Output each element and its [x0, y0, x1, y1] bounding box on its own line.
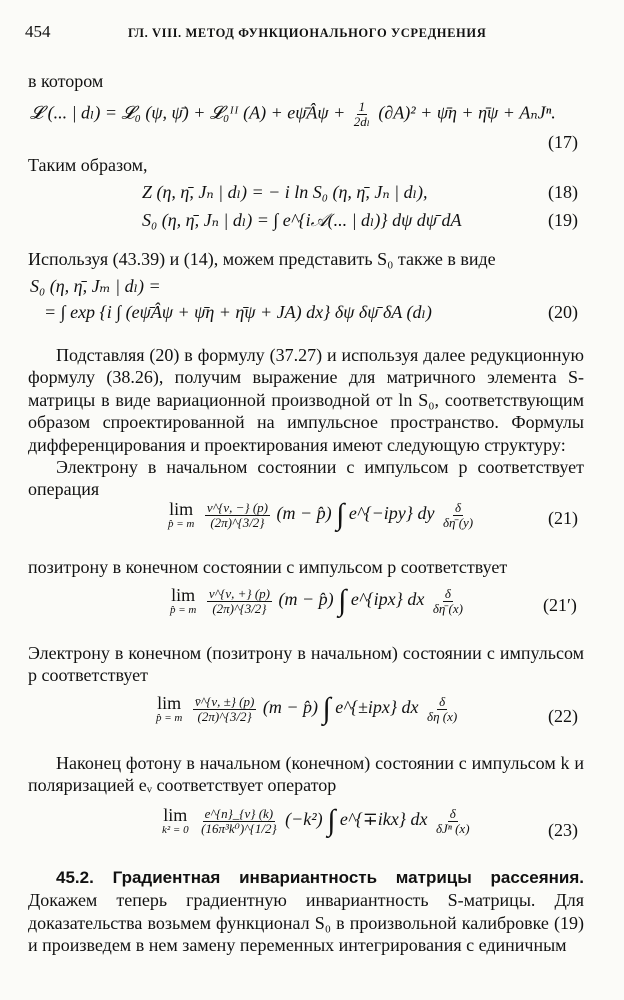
eq21-delta-num: δ [455, 499, 462, 515]
eq18-number: (18) [548, 182, 578, 202]
eq23-int-body: e^{∓ikx} dx [339, 809, 428, 830]
eq22-lim [156, 694, 182, 724]
equation-22 [156, 694, 461, 724]
section-text: Докажем теперь градиентную инвариантность S-матрицы. Для доказательства возьмем функционал S₀ в произвольной калибровке (19) и произведем в нем замену переменных интегрирования с единичным [28, 890, 584, 956]
eq23-delta-num: δ [449, 805, 456, 821]
integral-sign: ∫ [336, 498, 345, 531]
eq17-frac-den: 2dₗ [353, 114, 370, 129]
eq21-frac [205, 501, 270, 530]
eq22-delta-num: δ [439, 693, 446, 709]
paragraph-photon-text: Наконец фотону в начальном (конечном) состоянии с импульсом k и поляризацией eᵥ соответствует оператор [28, 753, 584, 796]
paragraph-electron-initial [28, 456, 584, 501]
eq23-delta [434, 807, 472, 836]
eq21-lim [168, 500, 194, 530]
equation-19: S₀ (η, η̄, Jₙ | dₗ) = ∫ e^{i𝒜(... | dₗ)} dψ dψ̄ dA [142, 210, 462, 230]
integral-sign: ∫ [338, 584, 347, 617]
eq22-frac-den: (2π)^{3/2} [197, 708, 252, 724]
using-text: Используя (43.39) и (14), можем представить S₀ также в виде [28, 249, 496, 269]
eq23-number: (23) [548, 820, 578, 840]
eq21p-lim-label: lim [171, 585, 196, 605]
page-number: 454 [25, 22, 51, 41]
paragraph-photon [28, 752, 584, 797]
equation-17 [30, 100, 556, 129]
equation-20-line1: S₀ (η, η̄, Jₘ | dₗ) = [30, 276, 161, 296]
equation-21 [168, 500, 477, 530]
eq21p-lim [170, 586, 196, 616]
eq21-frac-den: (2π)^{3/2} [210, 514, 265, 530]
equation-21-prime [170, 586, 467, 616]
intro-text: в котором [28, 71, 104, 91]
eq17-rhs: (∂A)² + ψ̄η + η̄ψ + AₙJⁿ. [378, 102, 556, 123]
eq17-lhs: 𝓛 (... | dₗ) = 𝓛₀ (ψ, ψ̄) + 𝓛₀ᴵᴵ (A) + eψ̄Âψ + [30, 102, 346, 123]
integral-sign: ∫ [322, 692, 331, 725]
eq22-frac [193, 695, 256, 724]
paragraph-electron-final: Электрону в конечном (позитрону в начальном) состоянии с импульсом p соответствует [28, 643, 584, 686]
eq17-fraction [352, 100, 372, 129]
eq21-number: (21) [548, 508, 578, 528]
eq21-lim-sub: p̂ = m [168, 518, 195, 530]
paragraph-reduction [28, 344, 584, 456]
eq21p-delta-den: δη̄ (x) [432, 600, 463, 616]
paragraph-positron-final: позитрону в конечном состоянии с импульсом p соответствует [28, 557, 508, 577]
equation-23 [162, 806, 474, 836]
equation-18: Z (η, η̄, Jₙ | dₗ) = − i ln S₀ (η, η̄, Jₙ | dₗ), [142, 182, 428, 202]
paragraph-reduction-text: Подставляя (20) в формулу (37.27) и используя далее редукционную формулу (38.26), получим выражение для матричного элемента S-матрицы в виде вариационной производной от ln S₀, соответствующим образом спроектированной на импульсное пространство. Формулы дифференцирования и проектирования имеют следующую структуру: [28, 345, 584, 455]
eq21p-number: (21′) [543, 595, 577, 615]
eq21p-delta-num: δ [444, 585, 451, 601]
eq23-frac-num: e^{n}_{ν} (k) [204, 805, 274, 821]
eq23-mid: (−k²) [285, 809, 323, 830]
eq19-number: (19) [548, 210, 578, 230]
section-45-2 [28, 866, 584, 957]
eq23-frac-den: (16π³k⁰)^{1/2} [201, 820, 277, 836]
eq22-number: (22) [548, 706, 578, 726]
eq22-frac-num: v̄^{ν, ±} (p) [194, 693, 255, 709]
eq22-delta-den: δη (x) [427, 708, 458, 724]
eq21-delta [441, 501, 475, 530]
eq21-int-body: e^{−ipy} dy [348, 503, 435, 524]
eq23-frac [199, 807, 279, 836]
eq21p-frac [207, 587, 272, 616]
thus-text: Таким образом, [28, 155, 148, 175]
eq17-number: (17) [548, 132, 578, 152]
eq23-delta-den: δJⁿ (x) [435, 820, 470, 836]
eq21p-frac-num: v^{ν, +} (p) [208, 585, 270, 601]
equation-20-line2: = ∫ exp {i ∫ (eψ̄Âψ + ψ̄η + η̄ψ + JA) dx} δψ δψ̄ δA (dₗ) [44, 302, 432, 322]
eq23-lim-label: lim [163, 805, 188, 825]
eq22-int-body: e^{±ipx} dx [335, 697, 419, 718]
eq21-lim-label: lim [169, 499, 194, 519]
eq23-lim-sub: k² = 0 [162, 824, 189, 836]
eq21p-mid: (m − p̂) [278, 589, 334, 610]
eq21p-frac-den: (2π)^{3/2} [212, 600, 267, 616]
eq22-lim-sub: p̂ = m [156, 712, 183, 724]
eq22-delta [425, 695, 459, 724]
eq21-mid: (m − p̂) [276, 503, 332, 524]
eq17-frac-num: 1 [358, 99, 366, 114]
integral-sign: ∫ [327, 804, 336, 837]
chapter-title: ГЛ. VIII. МЕТОД ФУНКЦИОНАЛЬНОГО УСРЕДНЕНИЯ [128, 26, 487, 40]
eq21p-lim-sub: p̂ = m [170, 604, 197, 616]
eq21-frac-num: v^{ν, −} (p) [206, 499, 268, 515]
section-title: 45.2. Градиентная инвариантность матрицы рассеяния. [56, 868, 584, 887]
eq23-lim [162, 806, 189, 836]
eq20-number: (20) [548, 302, 578, 322]
eq21-delta-den: δη̄ (y) [442, 514, 474, 530]
eq21p-int-body: e^{ipx} dx [350, 589, 425, 610]
eq21p-delta [431, 587, 465, 616]
eq22-mid: (m − p̂) [262, 697, 318, 718]
eq22-lim-label: lim [157, 693, 182, 713]
paragraph-electron-initial-text: Электрону в начальном состоянии с импульсом p соответствует операция [28, 457, 584, 500]
